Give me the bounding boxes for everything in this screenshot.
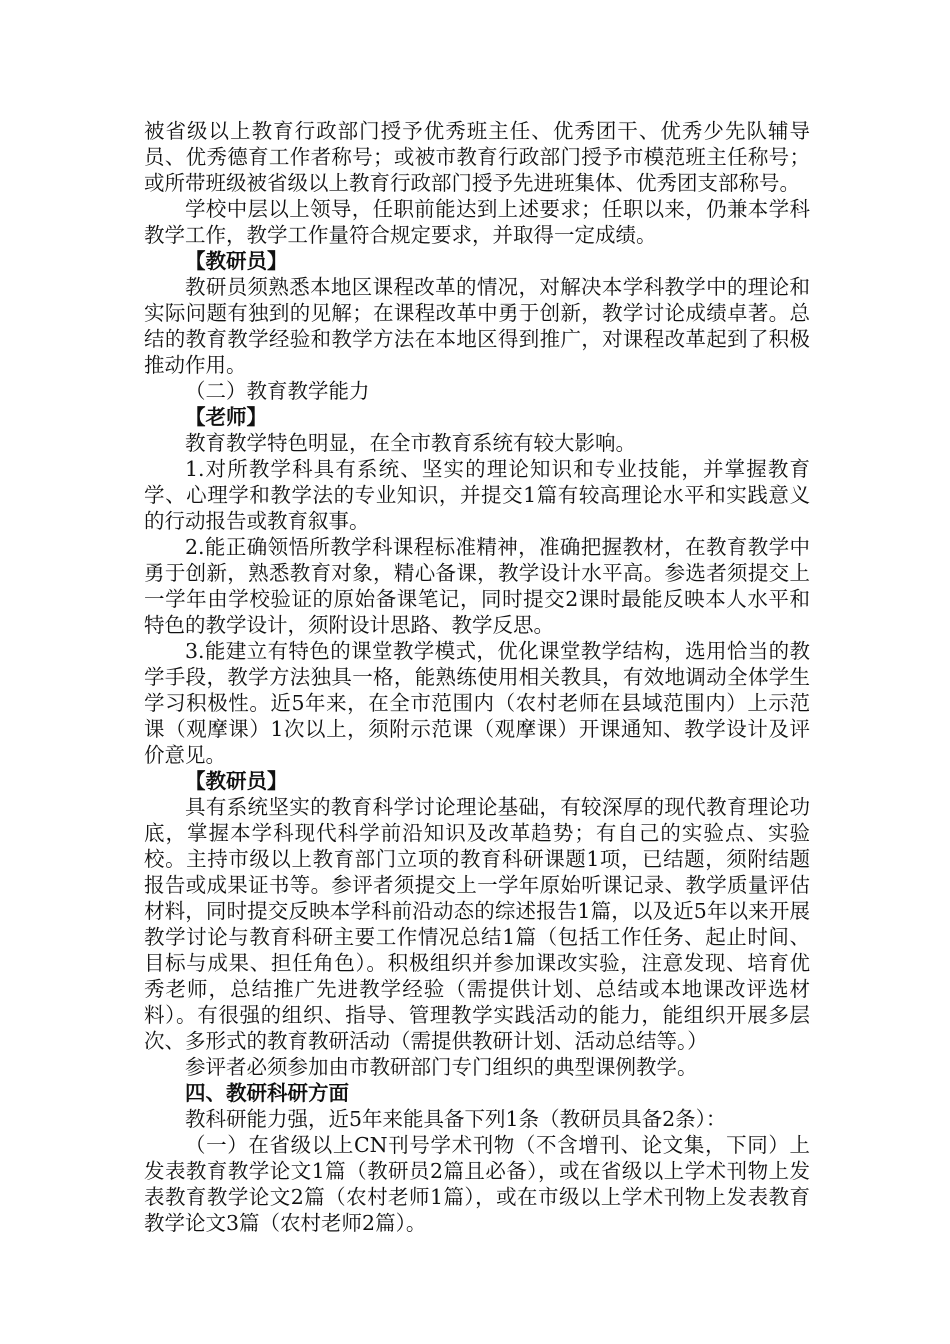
paragraph-typical-lesson: 参评者必须参加由市教研部门专门组织的典型课例教学。 — [185, 1055, 698, 1079]
paragraph-research-ability: 教科研能力强，近5年来能具备下列1条（教研员具备2条）： — [185, 1107, 727, 1131]
paragraph-publication-requirements: （一）在省级以上CN刊号学术刊物（不含增刊、论文集，下同）上发表教育教学论文1篇（教研员2篇且必备），或在省级以上学术刊物上发表教育教学论文2篇（农村老师1篇），或在市级以上学术刊物上发表教育教学论文3篇（农村老师2篇）。 — [144, 1133, 810, 1235]
section-heading-teaching-ability: （二）教育教学能力 — [185, 379, 370, 403]
heading-teacher: 【老师】 — [185, 405, 267, 429]
paragraph-researcher-curriculum: 教研员须熟悉本地区课程改革的情况，对解决本学科教学中的理论和实际问题有独到的见解；在课程改革中勇于创新，教学讨论成绩卓著。总结的教育教学经验和教学方法在本地区得到推广，对课程改革起到了积极推动作用。 — [144, 275, 810, 377]
paragraph-teaching-features: 教育教学特色明显，在全市教育系统有较大影响。 — [185, 431, 636, 455]
paragraph-honors-requirements: 被省级以上教育行政部门授予优秀班主任、优秀团干、优秀少先队辅导员、优秀德育工作者称号；或被市教育行政部门授予市模范班主任称号；或所带班级被省级以上教育行政部门授予先进班集体、优秀团支部称号。 — [144, 119, 810, 195]
heading-researcher-2: 【教研员】 — [185, 769, 288, 793]
paragraph-middle-leaders: 学校中层以上领导，任职前能达到上述要求；任职以来，仍兼本学科教学工作，教学工作量符合规定要求，并取得一定成绩。 — [144, 197, 810, 247]
list-item-3-teaching-model: 3.能建立有特色的课堂教学模式，优化课堂教学结构，选用恰当的教学手段，教学方法独具一格，能熟练使用相关教具，有效地调动全体学生学习积极性。近5年来，在全市范围内（农村老师在县域范围内）上示范课（观摩课）1次以上，须附示范课（观摩课）开课通知、教学设计及评价意见。 — [144, 639, 810, 767]
document-page — [144, 118, 810, 1236]
section-heading-research: 四、教研科研方面 — [185, 1081, 349, 1105]
list-item-1-knowledge: 1.对所教学科具有系统、坚实的理论知识和专业技能，并掌握教育学、心理学和教学法的专业知识，并提交1篇有较高理论水平和实践意义的行动报告或教育叙事。 — [144, 457, 810, 533]
heading-researcher: 【教研员】 — [185, 249, 288, 273]
paragraph-researcher-foundation: 具有系统坚实的教育科学讨论理论基础，有较深厚的现代教育理论功底，掌握本学科现代科学前沿知识及改革趋势；有自己的实验点、实验校。主持市级以上教育部门立项的教育科研课题1项，已结题，须附结题报告或成果证书等。参评者须提交上一学年原始听课记录、教学质量评估材料，同时提交反映本学科前沿动态的综述报告1篇，以及近5年以来开展教学讨论与教育科研主要工作情况总结1篇（包括工作任务、起止时间、目标与成果、担任角色）。积极组织并参加课改实验，注意发现、培育优秀老师，总结推广先进教学经验（需提供计划、总结或本地课改评选材料）。有很强的组织、指导、管理教学实践活动的能力，能组织开展多层次、多形式的教育教研活动（需提供教研计划、活动总结等。） — [144, 795, 810, 1053]
list-item-2-curriculum-standards: 2.能正确领悟所教学科课程标准精神，准确把握教材，在教育教学中勇于创新，熟悉教育对象，精心备课，教学设计水平高。参选者须提交上一学年由学校验证的原始备课笔记，同时提交2课时最能反映本人水平和特色的教学设计，须附设计思路、教学反思。 — [144, 535, 810, 637]
